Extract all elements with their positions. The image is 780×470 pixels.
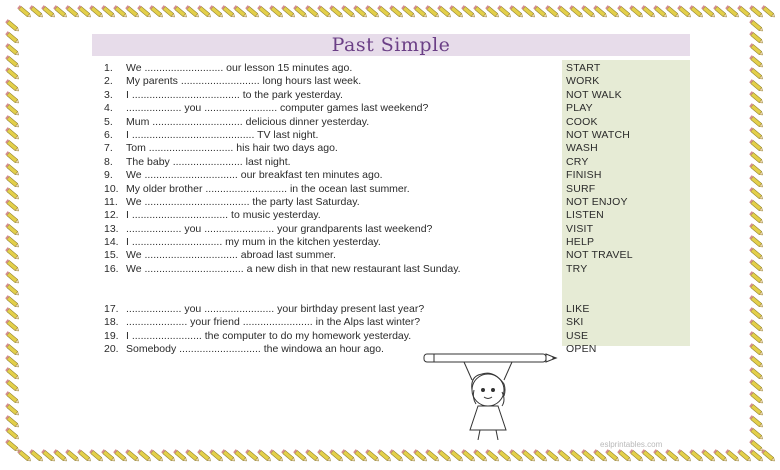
pencil-icon [185, 449, 200, 462]
pencil-icon [5, 67, 20, 80]
pencil-icon [65, 5, 80, 18]
pencil-icon [17, 5, 32, 18]
pencil-icon [473, 449, 488, 462]
pencil-icon [5, 163, 20, 176]
pencil-icon [173, 449, 188, 462]
item-sentence: I ..................................... to the park yesterday. [126, 88, 343, 101]
exercise-item [104, 156, 684, 169]
item-verb: FINISH [566, 169, 602, 182]
pencil-icon [437, 5, 452, 18]
item-verb: SURF [566, 182, 596, 195]
pencil-icon [5, 295, 20, 308]
pencil-icon [665, 449, 680, 462]
exercise-item [104, 89, 684, 102]
exercise-item [104, 223, 684, 236]
item-verb: OPEN [566, 343, 597, 356]
pencil-icon [161, 5, 176, 18]
item-verb: SKI [566, 316, 584, 329]
pencil-icon [5, 31, 20, 44]
pencil-icon [89, 449, 104, 462]
item-number: 10. [104, 182, 119, 195]
pencil-icon [749, 283, 764, 296]
item-number: 1. [104, 62, 113, 74]
pencil-icon [305, 5, 320, 18]
pencil-icon [749, 355, 764, 368]
pencil-icon [125, 449, 140, 462]
pencil-icon [329, 5, 344, 18]
pencil-icon [29, 449, 44, 462]
item-number: 4. [104, 102, 113, 115]
pencil-icon [389, 5, 404, 18]
pencil-icon [413, 449, 428, 462]
pencil-icon [257, 449, 272, 462]
worksheet [50, 28, 738, 440]
pencil-icon [617, 449, 632, 462]
item-number: 13. [104, 222, 119, 235]
pencil-icon [749, 5, 764, 18]
item-sentence: I ........................ the computer to do my homework yesterday. [126, 329, 412, 342]
pencil-icon [521, 449, 536, 462]
pencil-icon [353, 5, 368, 18]
pencil-icon [569, 5, 584, 18]
pencil-icon [209, 449, 224, 462]
pencil-icon [401, 5, 416, 18]
pencil-icon [269, 5, 284, 18]
pencil-icon [161, 449, 176, 462]
pencil-icon [5, 439, 20, 452]
pencil-icon [365, 449, 380, 462]
pencil-icon [545, 449, 560, 462]
pencil-icon [749, 307, 764, 320]
pencil-icon [341, 5, 356, 18]
pencil-icon [5, 115, 20, 128]
page-title: Past Simple [331, 34, 451, 56]
pencil-icon [257, 5, 272, 18]
item-sentence: ................... you ........................ your grandparents last weekend? [126, 222, 433, 235]
pencil-icon [113, 5, 128, 18]
pencil-icon [677, 449, 692, 462]
pencil-icon [749, 367, 764, 380]
pencil-icon [593, 5, 608, 18]
exercise-item [104, 330, 684, 343]
exercise-item [104, 62, 684, 75]
item-sentence: My parents ........................... long hours last week. [126, 75, 362, 88]
pencil-icon [749, 331, 764, 344]
item-number: 18. [104, 316, 119, 329]
pencil-icon [641, 449, 656, 462]
item-sentence: My older brother ............................ in the ocean last summer. [126, 182, 410, 195]
pencil-icon [173, 5, 188, 18]
pencil-icon [749, 127, 764, 140]
item-sentence: ................... you ........................ your birthday present last year? [126, 303, 425, 316]
pencil-icon [413, 5, 428, 18]
item-sentence: I ................................. to music yesterday. [126, 209, 321, 222]
pencil-icon [377, 449, 392, 462]
exercise-item [104, 249, 684, 262]
pencil-icon [245, 449, 260, 462]
pencil-icon [293, 5, 308, 18]
pencil-icon [425, 449, 440, 462]
pencil-icon [581, 5, 596, 18]
item-sentence: Mum ............................... delicious dinner yesterday. [126, 115, 370, 128]
exercise-item [104, 183, 684, 196]
exercise-item [104, 116, 684, 129]
exercise-item [104, 343, 684, 356]
pencil-icon [5, 271, 20, 284]
item-number: 5. [104, 115, 113, 128]
pencil-icon [749, 175, 764, 188]
item-sentence: We .................................. a new dish in that new restaurant last Sunday. [126, 262, 461, 275]
item-verb: VISIT [566, 222, 594, 235]
pencil-icon [521, 5, 536, 18]
pencil-icon [233, 449, 248, 462]
pencil-icon [629, 449, 644, 462]
pencil-icon [713, 449, 728, 462]
pencil-icon [149, 449, 164, 462]
pencil-icon [5, 415, 20, 428]
pencil-icon [17, 449, 32, 462]
pencil-icon [341, 449, 356, 462]
pencil-icon [317, 5, 332, 18]
pencil-icon [653, 449, 668, 462]
pencil-icon [533, 5, 548, 18]
watermark: eslprintables.com [600, 440, 663, 449]
exercise-item [104, 196, 684, 209]
pencil-icon [593, 449, 608, 462]
exercise-list [104, 62, 684, 357]
pencil-icon [569, 449, 584, 462]
pencil-icon [53, 5, 68, 18]
pencil-icon [749, 259, 764, 272]
pencil-icon [473, 5, 488, 18]
pencil-icon [749, 139, 764, 152]
item-sentence: I ............................... my mum in the kitchen yesterday. [126, 236, 381, 249]
pencil-icon [5, 427, 20, 440]
pencil-icon [749, 343, 764, 356]
item-sentence: ................... you ......................... computer games last weekend? [126, 102, 429, 115]
pencil-icon [5, 283, 20, 296]
item-verb: NOT TRAVEL [566, 249, 633, 262]
pencil-icon [185, 5, 200, 18]
pencil-icon [749, 271, 764, 284]
girl-with-pencil-illustration [420, 346, 560, 440]
pencil-icon [749, 449, 764, 462]
pencil-icon [749, 379, 764, 392]
pencil-icon [221, 5, 236, 18]
pencil-icon [41, 449, 56, 462]
pencil-icon [401, 449, 416, 462]
item-sentence: We ................................ abroad last summer. [126, 249, 336, 262]
pencil-icon [5, 79, 20, 92]
pencil-icon [533, 449, 548, 462]
pencil-icon [101, 449, 116, 462]
pencil-icon [5, 223, 20, 236]
pencil-icon [557, 5, 572, 18]
pencil-icon [5, 235, 20, 248]
item-sentence: I .......................................... TV last night. [126, 128, 319, 141]
exercise-item [104, 142, 684, 155]
item-sentence: We ........................... our lesson 15 minutes ago. [126, 62, 353, 74]
exercise-item [104, 209, 684, 222]
pencil-icon [749, 319, 764, 332]
pencil-icon [5, 331, 20, 344]
pencil-icon [485, 449, 500, 462]
pencil-icon [5, 43, 20, 56]
pencil-icon [749, 235, 764, 248]
pencil-icon [749, 403, 764, 416]
pencil-icon [365, 5, 380, 18]
item-verb: NOT ENJOY [566, 195, 628, 208]
pencil-icon [617, 5, 632, 18]
pencil-icon [725, 449, 740, 462]
pencil-icon [5, 91, 20, 104]
item-verb: NOT WALK [566, 88, 622, 101]
item-sentence: Tom ............................. his hair two days ago. [126, 142, 338, 155]
pencil-icon [281, 449, 296, 462]
pencil-icon [761, 449, 776, 462]
item-number: 7. [104, 142, 113, 155]
pencil-icon [101, 5, 116, 18]
pencil-icon [629, 5, 644, 18]
pencil-icon [677, 5, 692, 18]
exercise-item [104, 75, 684, 88]
pencil-icon [353, 449, 368, 462]
pencil-icon [269, 449, 284, 462]
pencil-icon [5, 139, 20, 152]
item-number: 16. [104, 262, 119, 275]
pencil-icon [233, 5, 248, 18]
pencil-icon [749, 103, 764, 116]
pencil-icon [5, 391, 20, 404]
pencil-icon [5, 247, 20, 260]
pencil-icon [605, 5, 620, 18]
item-number: 6. [104, 128, 113, 141]
item-number: 20. [104, 343, 119, 356]
pencil-icon [77, 5, 92, 18]
item-number: 15. [104, 249, 119, 262]
pencil-icon [125, 5, 140, 18]
item-sentence: We ................................ our breakfast ten minutes ago. [126, 169, 383, 182]
pencil-icon [749, 223, 764, 236]
pencil-icon [749, 391, 764, 404]
item-number: 9. [104, 169, 113, 182]
pencil-icon [41, 5, 56, 18]
pencil-icon [5, 319, 20, 332]
pencil-icon [749, 427, 764, 440]
pencil-icon [497, 449, 512, 462]
pencil-icon [605, 449, 620, 462]
pencil-icon [749, 55, 764, 68]
item-verb: WASH [566, 142, 598, 155]
pencil-icon [749, 199, 764, 212]
pencil-icon [725, 5, 740, 18]
pencil-icon [5, 187, 20, 200]
pencil-icon [197, 5, 212, 18]
item-number: 19. [104, 329, 119, 342]
pencil-icon [5, 151, 20, 164]
pencil-icon [5, 367, 20, 380]
pencil-icon [749, 19, 764, 32]
pencil-icon [5, 19, 20, 32]
pencil-icon [5, 259, 20, 272]
pencil-icon [5, 199, 20, 212]
pencil-icon [377, 5, 392, 18]
pencil-icon [305, 449, 320, 462]
item-verb: TRY [566, 262, 588, 275]
pencil-icon [53, 449, 68, 462]
pencil-icon [113, 449, 128, 462]
pencil-icon [485, 5, 500, 18]
pencil-icon [137, 5, 152, 18]
pencil-icon [281, 5, 296, 18]
pencil-icon [749, 211, 764, 224]
pencil-icon [5, 307, 20, 320]
exercise-item [104, 316, 684, 329]
pencil-icon [581, 449, 596, 462]
item-sentence: Somebody ............................ the windowa an hour ago. [126, 343, 384, 356]
pencil-icon [89, 5, 104, 18]
pencil-icon [545, 5, 560, 18]
item-number: 17. [104, 303, 119, 316]
pencil-icon [5, 343, 20, 356]
pencil-icon [449, 5, 464, 18]
pencil-icon [689, 449, 704, 462]
exercise-item [104, 303, 684, 316]
pencil-icon [737, 449, 752, 462]
pencil-icon [329, 449, 344, 462]
item-number: 2. [104, 75, 113, 88]
pencil-icon [749, 163, 764, 176]
pencil-icon [5, 211, 20, 224]
pencil-icon [557, 449, 572, 462]
item-verb: CRY [566, 155, 589, 168]
item-verb: COOK [566, 115, 598, 128]
pencil-icon [641, 5, 656, 18]
pencil-icon [425, 5, 440, 18]
pencil-icon [761, 5, 776, 18]
item-number: 11. [104, 195, 118, 208]
pencil-icon [5, 355, 20, 368]
pencil-icon [665, 5, 680, 18]
pencil-icon [5, 175, 20, 188]
pencil-icon [5, 103, 20, 116]
pencil-icon [749, 91, 764, 104]
item-number: 3. [104, 88, 113, 101]
item-verb: HELP [566, 236, 595, 249]
item-verb: WORK [566, 75, 600, 88]
pencil-icon [653, 5, 668, 18]
pencil-icon [209, 5, 224, 18]
item-sentence: ..................... your friend ........................ in the Alps last winter? [126, 316, 421, 329]
title-bar [92, 34, 690, 56]
pencil-icon [701, 449, 716, 462]
pencil-icon [737, 5, 752, 18]
pencil-icon [749, 295, 764, 308]
pencil-icon [245, 5, 260, 18]
pencil-icon [701, 5, 716, 18]
pencil-icon [749, 115, 764, 128]
pencil-icon [449, 449, 464, 462]
pencil-icon [749, 31, 764, 44]
pencil-icon [437, 449, 452, 462]
item-verb: PLAY [566, 102, 593, 115]
pencil-icon [293, 449, 308, 462]
pencil-icon [389, 449, 404, 462]
pencil-icon [749, 247, 764, 260]
pencil-icon [5, 379, 20, 392]
item-verb: USE [566, 329, 589, 342]
pencil-icon [5, 55, 20, 68]
item-number: 14. [104, 236, 119, 249]
pencil-icon [509, 5, 524, 18]
pencil-icon [749, 187, 764, 200]
pencil-icon [221, 449, 236, 462]
pencil-icon [749, 43, 764, 56]
item-verb: LISTEN [566, 209, 604, 222]
exercise-item [104, 236, 684, 249]
pencil-icon [5, 127, 20, 140]
item-sentence: The baby ........................ last night. [126, 155, 291, 168]
item-verb: START [566, 62, 601, 74]
pencil-icon [149, 5, 164, 18]
pencil-icon [749, 415, 764, 428]
pencil-icon [749, 67, 764, 80]
item-verb: NOT WATCH [566, 128, 631, 141]
pencil-icon [749, 151, 764, 164]
pencil-icon [713, 5, 728, 18]
pencil-icon [317, 449, 332, 462]
pencil-icon [65, 449, 80, 462]
exercise-item [104, 129, 684, 142]
pencil-icon [689, 5, 704, 18]
row-gap [104, 290, 684, 303]
exercise-item [104, 102, 684, 115]
exercise-item [104, 263, 684, 290]
item-verb: LIKE [566, 303, 590, 316]
pencil-icon [197, 449, 212, 462]
pencil-icon [461, 5, 476, 18]
pencil-icon [137, 449, 152, 462]
exercise-item [104, 169, 684, 182]
pencil-icon [29, 5, 44, 18]
item-number: 12. [104, 209, 119, 222]
item-number: 8. [104, 155, 113, 168]
pencil-icon [749, 79, 764, 92]
pencil-icon [77, 449, 92, 462]
item-sentence: We .................................... the party last Saturday. [126, 195, 360, 208]
pencil-icon [497, 5, 512, 18]
pencil-icon [5, 403, 20, 416]
pencil-icon [509, 449, 524, 462]
pencil-icon [461, 449, 476, 462]
